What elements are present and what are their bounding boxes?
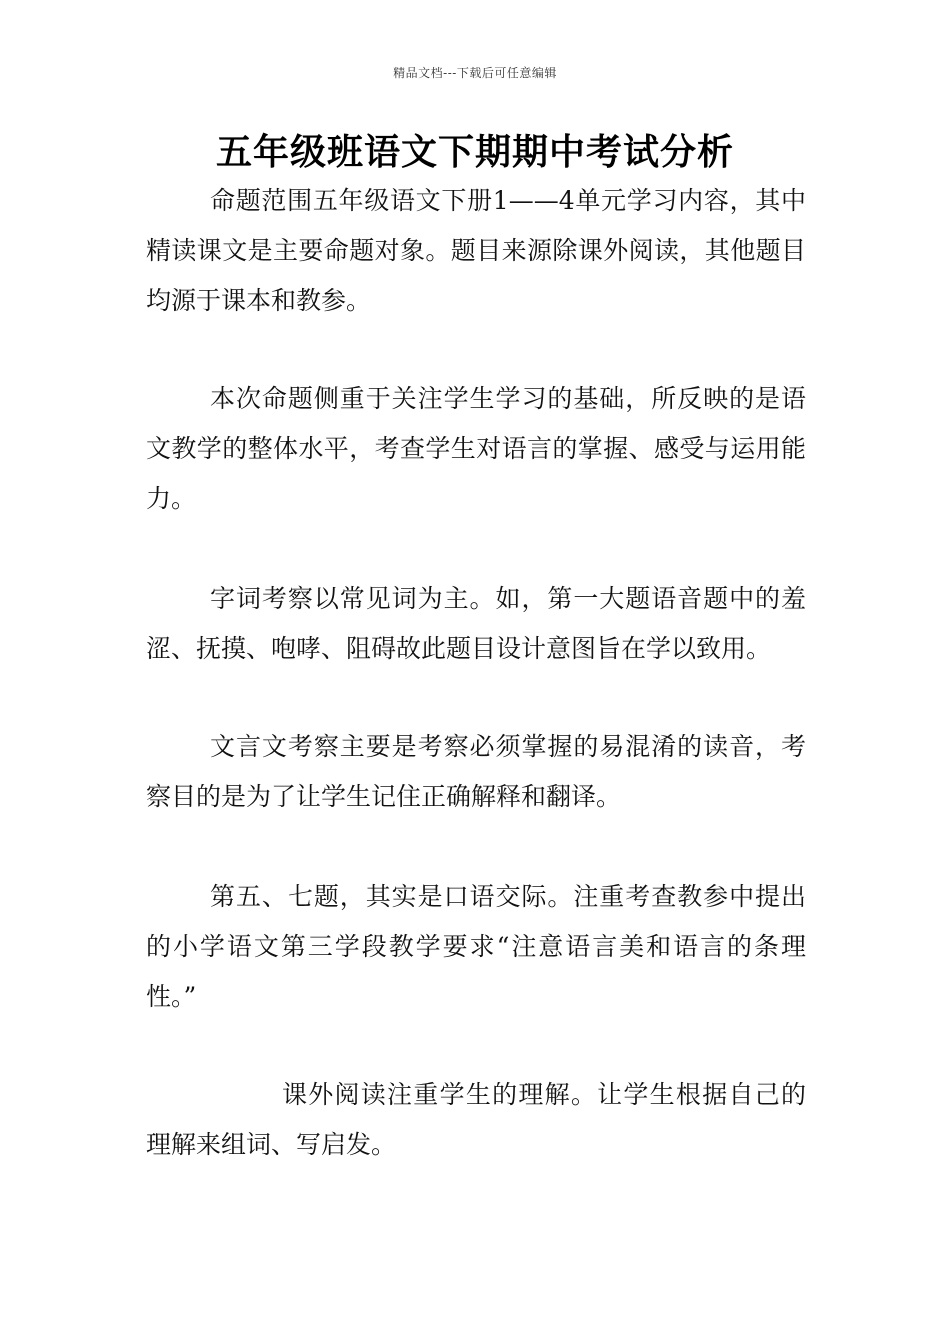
paragraph-scope: 命题范围五年级语文下册1——4单元学习内容，其中精读课文是主要命题对象。题目来源除课外阅读，其他题目均源于课本和教参。 — [146, 186, 806, 315]
document-title: 五年级班语文下期期中考试分析 — [215, 132, 734, 173]
page-header: 精品文档---下载后可任意编辑 — [393, 66, 557, 80]
paragraph-oral-communication: 第五、七题，其实是口语交际。注重考查教参中提出的小学语文第三学段教学要求“注意语言美和语言的条理性。” — [146, 882, 806, 1011]
paragraph-focus: 本次命题侧重于关注学生学习的基础，所反映的是语文教学的整体水平，考查学生对语言的掌握、感受与运用能力。 — [146, 384, 806, 513]
paragraph-vocabulary: 字词考察以常见词为主。如，第一大题语音题中的羞涩、抚摸、咆哮、阻碍故此题目设计意图旨在学以致用。 — [146, 584, 806, 663]
paragraph-extracurricular-reading: 课外阅读注重学生的理解。让学生根据自己的理解来组词、写启发。 — [146, 1080, 806, 1159]
paragraph-classical-chinese: 文言文考察主要是考察必须掌握的易混淆的读音，考察目的是为了让学生记住正确解释和翻译。 — [146, 732, 806, 811]
